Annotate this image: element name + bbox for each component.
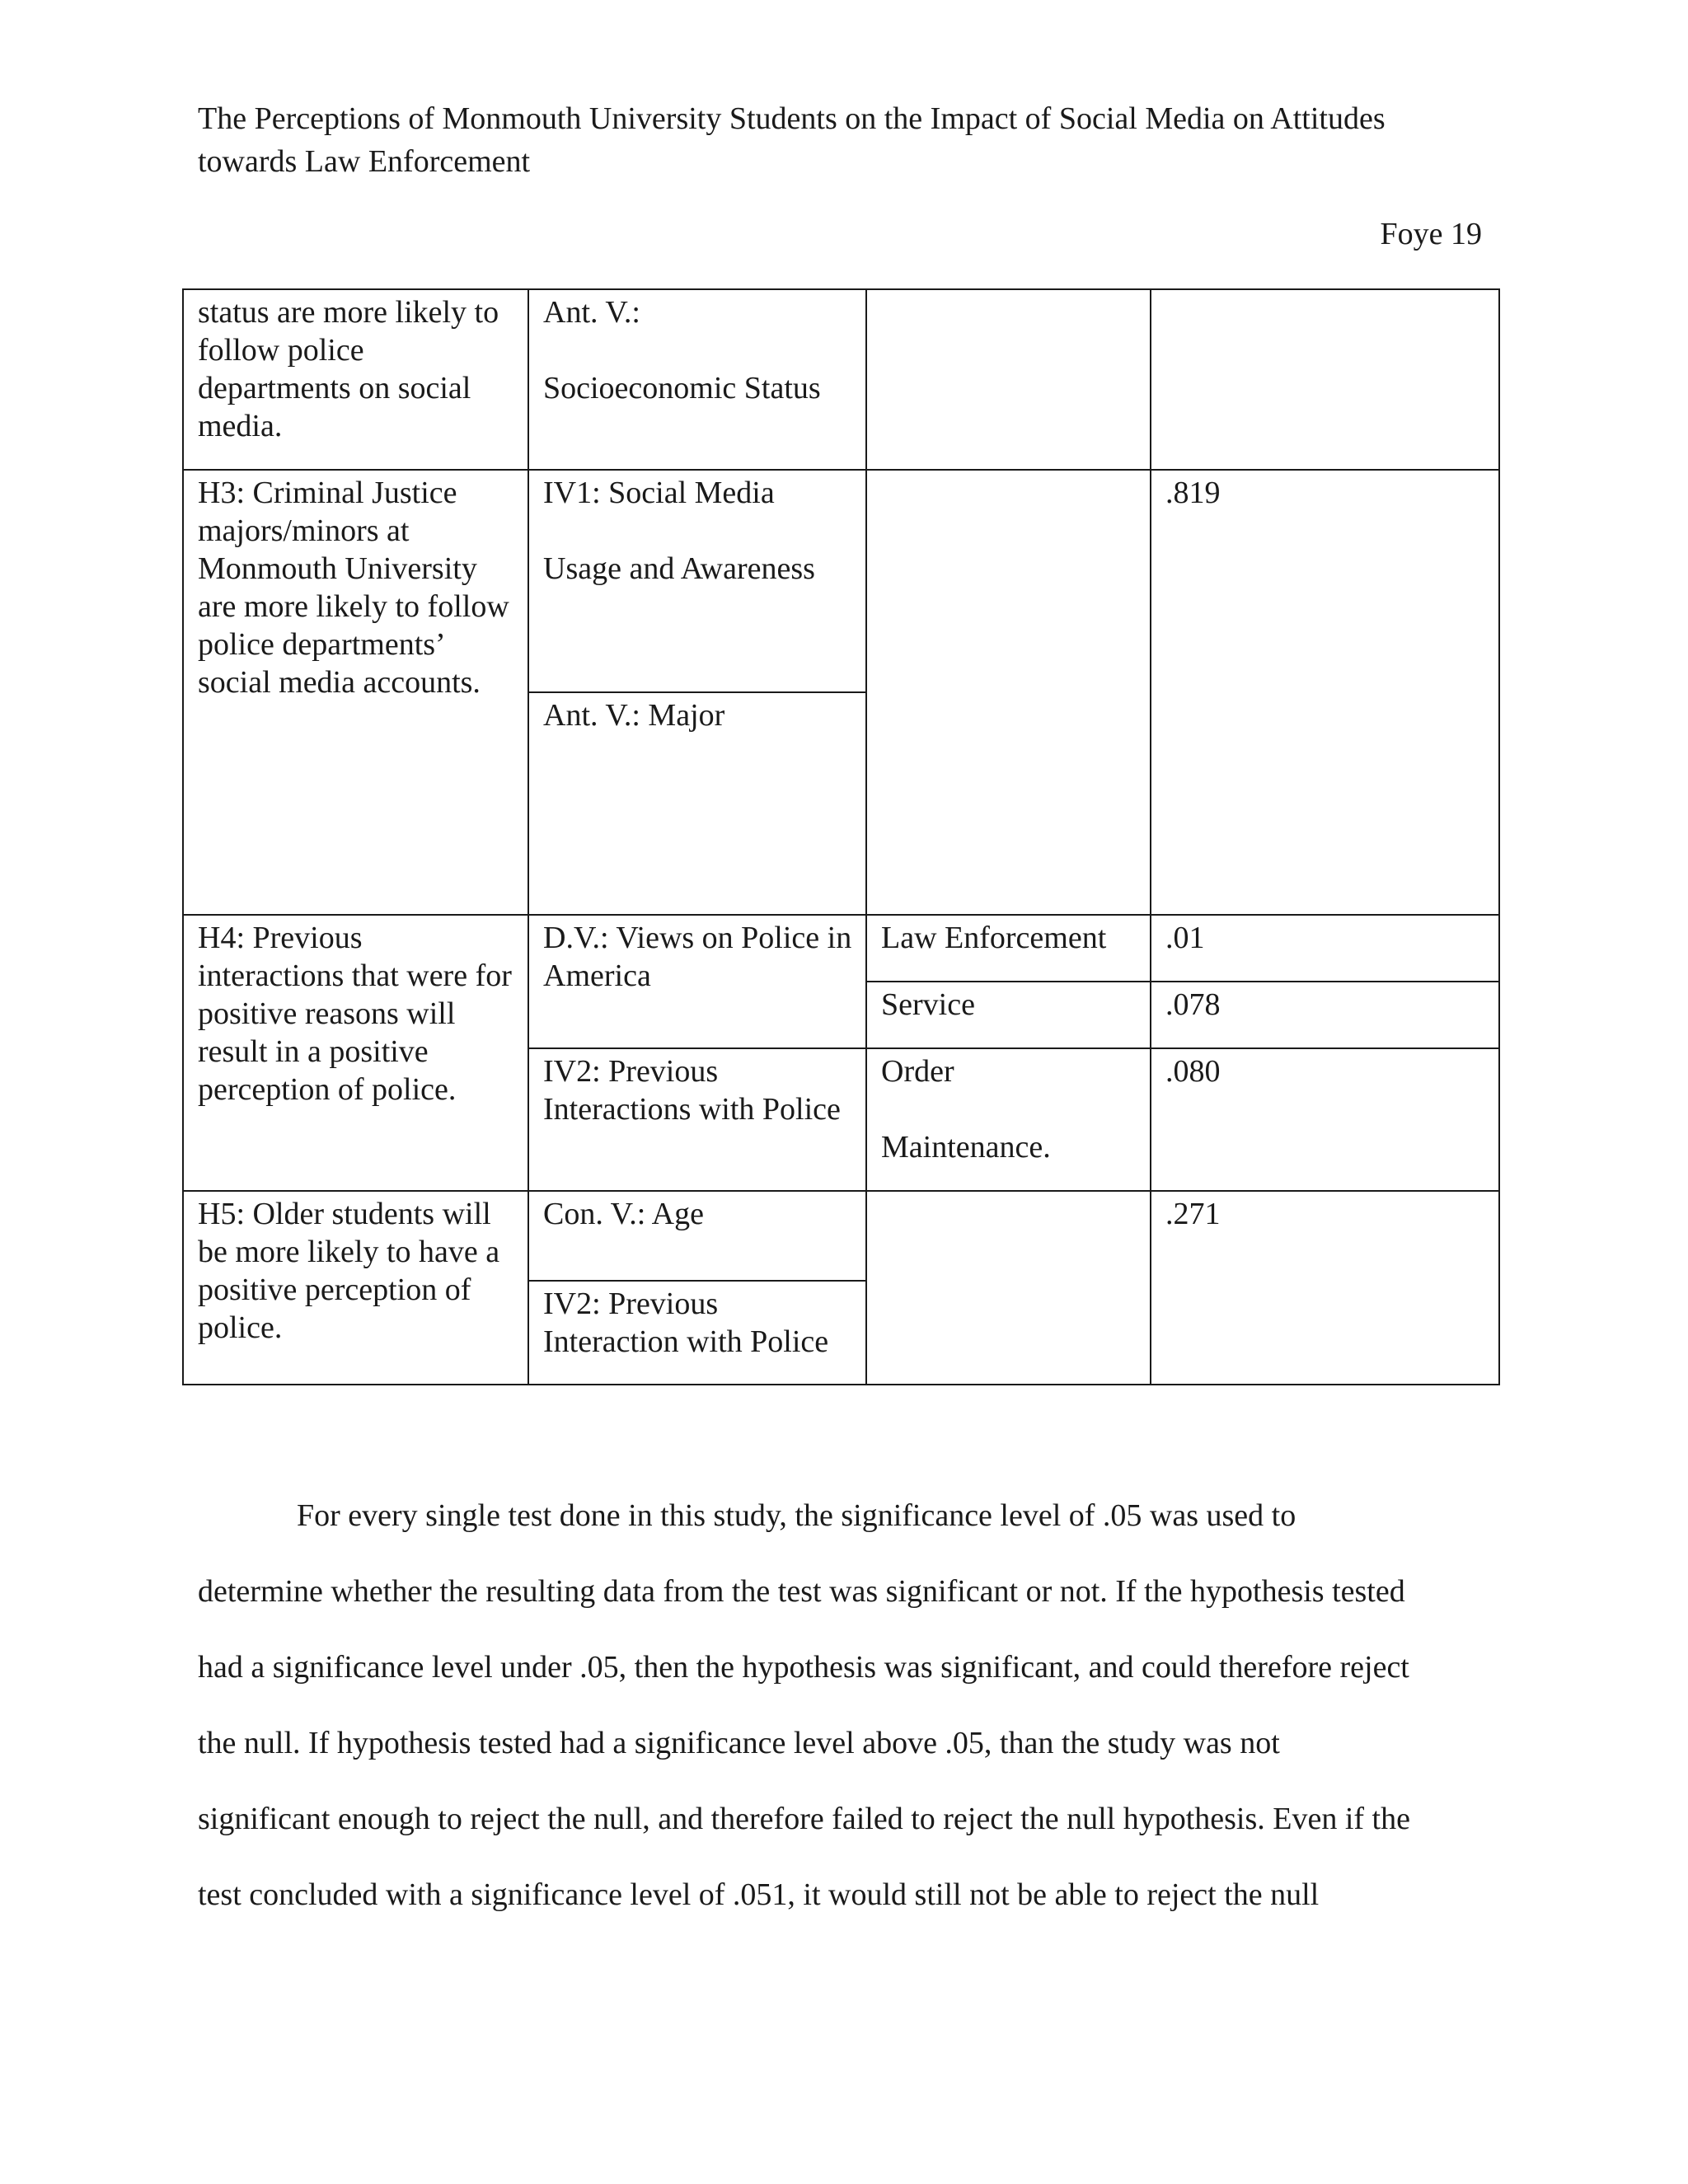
significance-cell: .078: [1151, 982, 1499, 1048]
hypothesis-cell: H4: Previous interactions that were for positive reasons will result in a positive perception of police.: [183, 915, 528, 1191]
variable-cell: [528, 470, 866, 692]
header-title-line-1: The Perceptions of Monmouth University Students on the Impact of Social Media on Attitudes: [198, 101, 1386, 136]
variable-cell: IV2: Previous Interaction with Police: [528, 1281, 866, 1385]
hypothesis-cell: H5: Older students will be more likely to have a positive perception of police.: [183, 1191, 528, 1385]
page-number: Foye 19: [1380, 217, 1482, 251]
factor-cell: [866, 289, 1151, 470]
variable-label: Usage and Awareness: [543, 551, 815, 586]
factor-cell: [866, 1191, 1151, 1385]
variable-label: Ant. V.:: [543, 295, 640, 330]
factor-cell: [866, 470, 1151, 915]
factor-cell: Service: [866, 982, 1151, 1048]
variable-cell: IV2: Previous Interactions with Police: [528, 1048, 866, 1191]
hypothesis-results-table: [182, 288, 1500, 1385]
significance-cell: .01: [1151, 915, 1499, 982]
factor-label: Order: [881, 1054, 954, 1089]
table-row: [183, 1191, 1499, 1281]
hypothesis-cell: status are more likely to follow police departments on social media.: [183, 289, 528, 470]
significance-cell: .819: [1151, 470, 1499, 915]
factor-cell: Law Enforcement: [866, 915, 1151, 982]
body-paragraph: For every single test done in this study, the significance level of .05 was used to determine whether the resulting data from the test was significant or not. If the hypothesis tested had a significance level under .05, then the hypothesis was significant, and could therefore reject the null. If hypothesis tested had a significance level above .05, than the study was not significant enough to reject the null, and therefore failed to reject the null hypothesis. Even if the test concluded with a significance level of .051, it would still not be able to reject the null: [198, 1498, 1410, 1912]
header-title-line-2: towards Law Enforcement: [198, 144, 531, 179]
table-row: [183, 915, 1499, 982]
significance-cell: .271: [1151, 1191, 1499, 1385]
variable-cell: [528, 289, 866, 470]
factor-cell: [866, 1048, 1151, 1191]
hypothesis-cell: H3: Criminal Justice majors/minors at Monmouth University are more likely to follow police departments’ social media accounts.: [183, 470, 528, 915]
variable-cell: Ant. V.: Major: [528, 692, 866, 915]
table-row: [183, 289, 1499, 470]
significance-cell: .080: [1151, 1048, 1499, 1191]
running-header: [198, 97, 1500, 183]
variable-cell: D.V.: Views on Police in America: [528, 915, 866, 1048]
significance-cell: [1151, 289, 1499, 470]
variable-cell: Con. V.: Age: [528, 1191, 866, 1281]
factor-label: Maintenance.: [881, 1130, 1051, 1165]
variable-label: IV1: Social Media: [543, 476, 775, 510]
table-row: [183, 470, 1499, 692]
variable-label: Socioeconomic Status: [543, 371, 821, 405]
body-text: [198, 1478, 1500, 1933]
